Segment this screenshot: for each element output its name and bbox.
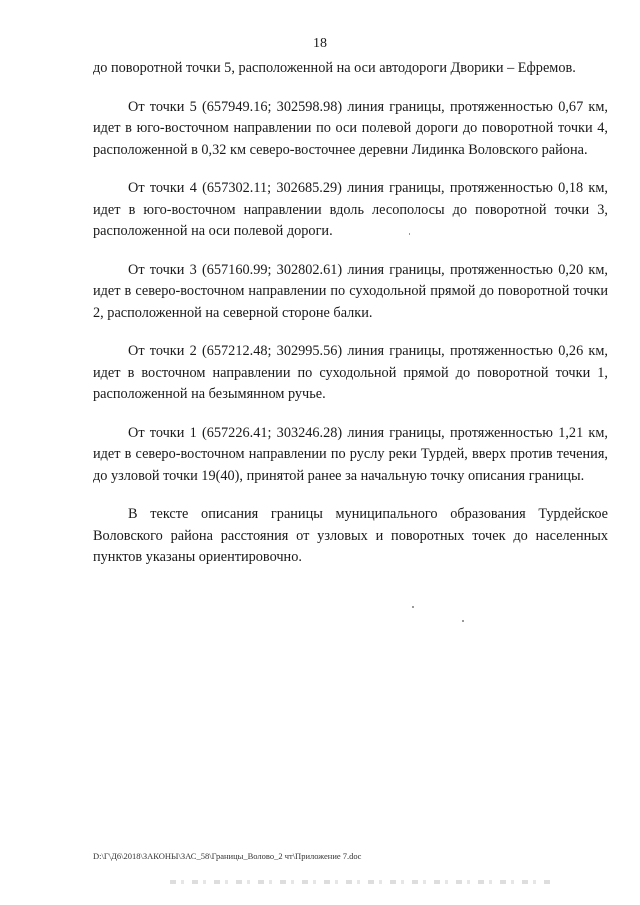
paragraph-continuation: до поворотной точки 5, расположенной на оси автодороги Дворики – Ефремов.: [93, 60, 576, 76]
paragraph-point-1: От точки 1 (657226.41; 303246.28) линия границы, протяженностью 1,21 км, идет в северо-восточном направлении по руслу реки Турдей, вверх против течения, до узловой точки 19(40), принятой ранее за начальную точку описания границы.: [93, 424, 608, 484]
paragraph-point-5: От точки 5 (657949.16; 302598.98) линия границы, протяженностью 0,67 км, идет в юго-восточном направлении по оси полевой дороги до поворотной точки 4, расположенной в 0,32 км северо-восточнее деревни Лидинка Воловского района.: [93, 98, 608, 158]
paragraph-point-3: От точки 3 (657160.99; 302802.61) линия границы, протяженностью 0,20 км, идет в северо-восточном направлении по суходольной прямой до поворотной точки 2, расположенной на северной стороне балки.: [93, 261, 608, 321]
paragraph-closing-note: В тексте описания границы муниципального образования Турдейское Воловского района расстояния от узловых и поворотных точек до населенных пунктов указаны ориентировочно.: [93, 506, 608, 565]
paragraph-point-2: От точки 2 (657212.48; 302995.56) линия границы, протяженностью 0,26 км, идет в восточном направлении по суходольной прямой до поворотной точки 1, расположенной на безымянном ручье.: [93, 343, 608, 402]
document-body: [93, 58, 608, 586]
scan-speck: [409, 233, 410, 235]
footer-file-path: D:\Г\Д6\2018\ЗАКОНЫ\ЗАС_58\Границы_Волово_2 чт\Приложение 7.doc: [93, 851, 362, 861]
paragraph-point-4: От точки 4 (657302.11; 302685.29) линия границы, протяженностью 0,18 км, идет в юго-восточном направлении вдоль лесополосы до поворотной точки 3, расположенной на оси полевой дороги.: [93, 180, 608, 239]
page-number: 18: [313, 36, 327, 51]
scan-edge-artifact: [170, 880, 550, 884]
scan-speck: [462, 620, 464, 622]
scan-speck: [412, 606, 414, 608]
